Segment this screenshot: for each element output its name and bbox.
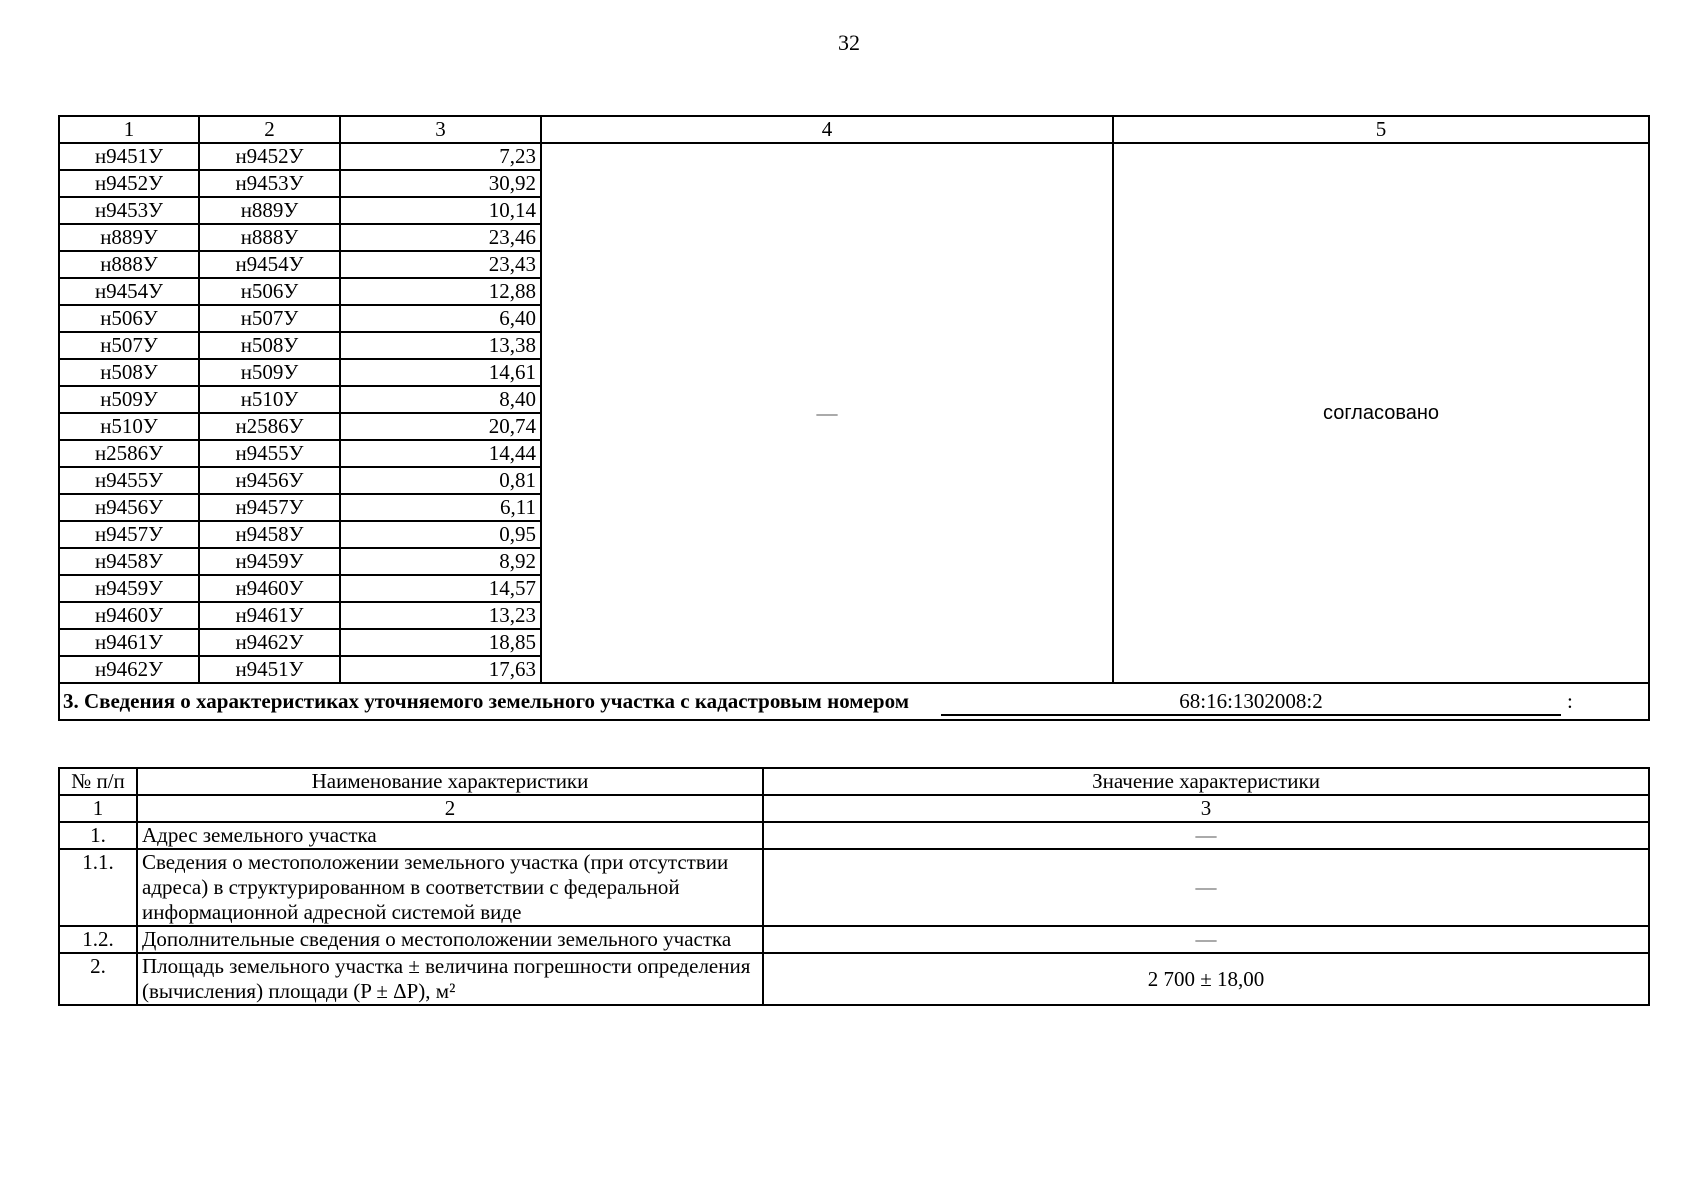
characteristic-name: Адрес земельного участка (137, 822, 763, 849)
point-to: н9461У (199, 602, 340, 629)
segment-length: 8,40 (340, 386, 541, 413)
point-to: н9456У (199, 467, 340, 494)
segment-length: 14,61 (340, 359, 541, 386)
column-number: 1 (59, 116, 199, 143)
segment-length: 20,74 (340, 413, 541, 440)
column-number-row (59, 116, 1649, 143)
point-to: н9451У (199, 656, 340, 683)
column-4-value: — (541, 143, 1113, 683)
point-to: н889У (199, 197, 340, 224)
segment-length: 8,92 (340, 548, 541, 575)
characteristics-table (58, 767, 1650, 1006)
point-from: н9451У (59, 143, 199, 170)
point-from: н889У (59, 224, 199, 251)
point-to: н508У (199, 332, 340, 359)
segment-length: 10,14 (340, 197, 541, 224)
point-to: н506У (199, 278, 340, 305)
cadastral-number: 68:16:1302008:2 (941, 688, 1561, 716)
section-3-heading-row (59, 683, 1649, 720)
point-to: н9454У (199, 251, 340, 278)
segment-length: 12,88 (340, 278, 541, 305)
row-number: 1. (59, 822, 137, 849)
header-row (59, 768, 1649, 795)
characteristic-value: — (763, 849, 1649, 926)
column-number: 2 (199, 116, 340, 143)
point-from: н9460У (59, 602, 199, 629)
segment-length: 0,81 (340, 467, 541, 494)
point-from: н2586У (59, 440, 199, 467)
column-number: 1 (59, 795, 137, 822)
point-from: н9462У (59, 656, 199, 683)
segment-length: 13,38 (340, 332, 541, 359)
table-row (59, 953, 1649, 1005)
segment-length: 6,40 (340, 305, 541, 332)
segment-length: 18,85 (340, 629, 541, 656)
point-from: н510У (59, 413, 199, 440)
segment-length: 0,95 (340, 521, 541, 548)
characteristic-name: Площадь земельного участка ± величина погрешности определения (вычисления) площади (P ± ΔP), м² (137, 953, 763, 1005)
point-to: н509У (199, 359, 340, 386)
segment-length: 17,63 (340, 656, 541, 683)
header-name: Наименование характеристики (137, 768, 763, 795)
segment-length: 30,92 (340, 170, 541, 197)
row-number: 2. (59, 953, 137, 1005)
header-number: № п/п (59, 768, 137, 795)
segment-length: 6,11 (340, 494, 541, 521)
point-to: н9453У (199, 170, 340, 197)
segment-length: 23,43 (340, 251, 541, 278)
point-to: н9462У (199, 629, 340, 656)
segment-length: 14,57 (340, 575, 541, 602)
characteristic-name: Дополнительные сведения о местоположении земельного участка (137, 926, 763, 953)
page-number: 32 (838, 30, 860, 55)
point-to: н9460У (199, 575, 340, 602)
point-from: н509У (59, 386, 199, 413)
agreement-status: согласовано (1113, 143, 1649, 683)
point-to: н9457У (199, 494, 340, 521)
boundary-parts-table (58, 115, 1650, 721)
row-number: 1.1. (59, 849, 137, 926)
colon: : (1567, 689, 1573, 713)
point-to: н888У (199, 224, 340, 251)
section-3-heading (59, 683, 1649, 720)
characteristic-value: 2 700 ± 18,00 (763, 953, 1649, 1005)
point-from: н508У (59, 359, 199, 386)
point-to: н9455У (199, 440, 340, 467)
point-from: н9457У (59, 521, 199, 548)
point-from: н9459У (59, 575, 199, 602)
characteristic-value: — (763, 822, 1649, 849)
characteristic-value: — (763, 926, 1649, 953)
segment-length: 23,46 (340, 224, 541, 251)
point-to: н510У (199, 386, 340, 413)
section-3-title: 3. Сведения о характеристиках уточняемого земельного участка с кадастровым номером (63, 689, 910, 713)
point-from: н9454У (59, 278, 199, 305)
table-row (59, 822, 1649, 849)
row-number: 1.2. (59, 926, 137, 953)
characteristic-name: Сведения о местоположении земельного участка (при отсутствии адреса) в структурированном в соответствии с федеральной информационной адресной системой виде (137, 849, 763, 926)
point-from: н888У (59, 251, 199, 278)
table-row (59, 926, 1649, 953)
column-number-row (59, 795, 1649, 822)
point-from: н9458У (59, 548, 199, 575)
column-number: 5 (1113, 116, 1649, 143)
point-to: н2586У (199, 413, 340, 440)
point-from: н506У (59, 305, 199, 332)
table-row (59, 143, 1649, 170)
point-to: н9459У (199, 548, 340, 575)
column-number: 2 (137, 795, 763, 822)
point-from: н9452У (59, 170, 199, 197)
point-from: н507У (59, 332, 199, 359)
column-number: 3 (763, 795, 1649, 822)
point-to: н9452У (199, 143, 340, 170)
point-from: н9456У (59, 494, 199, 521)
segment-length: 13,23 (340, 602, 541, 629)
column-number: 4 (541, 116, 1113, 143)
column-number: 3 (340, 116, 541, 143)
boundary-rows (59, 143, 1649, 683)
point-from: н9461У (59, 629, 199, 656)
point-to: н9458У (199, 521, 340, 548)
segment-length: 14,44 (340, 440, 541, 467)
table-row (59, 849, 1649, 926)
header-value: Значение характеристики (763, 768, 1649, 795)
point-from: н9455У (59, 467, 199, 494)
segment-length: 7,23 (340, 143, 541, 170)
point-to: н507У (199, 305, 340, 332)
point-from: н9453У (59, 197, 199, 224)
